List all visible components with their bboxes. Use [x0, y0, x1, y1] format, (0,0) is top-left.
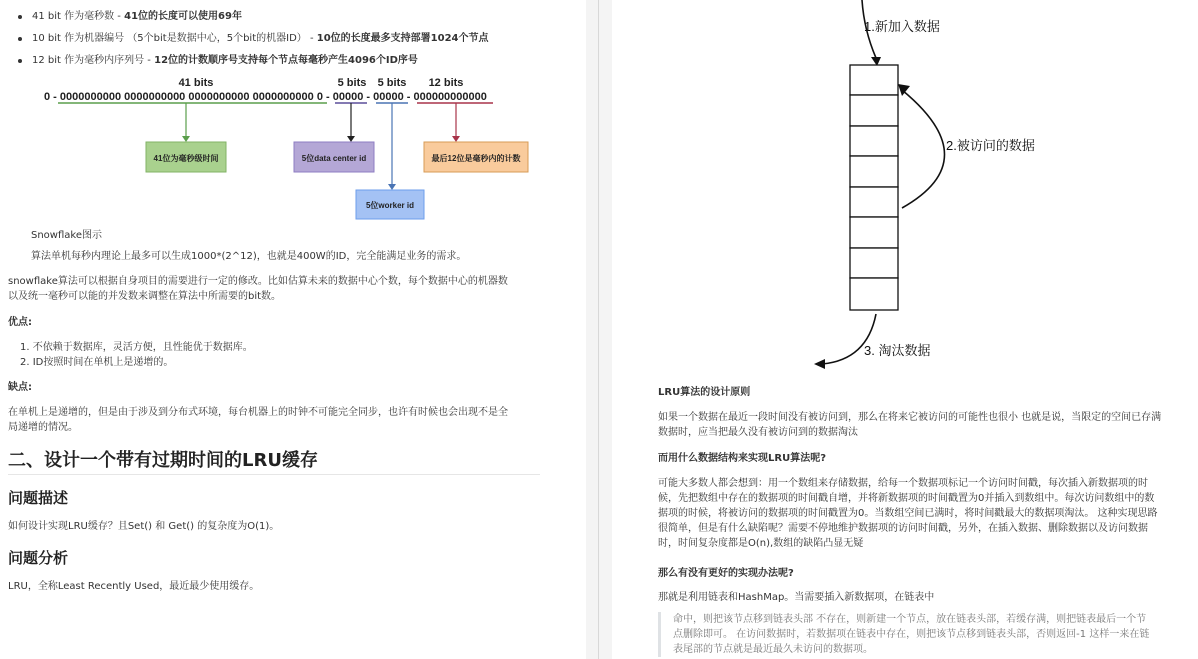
problem-text: 如何设计实现LRU缓存？且Set() 和 Get() 的复杂度为O(1)。	[8, 521, 280, 532]
pros-list	[20, 340, 253, 370]
bit-sequence: 0 - 0000000000 0000000000 0000000000 0000000000 0 - 00000 - 00000 - 000000000000	[44, 91, 487, 103]
cons-title: 缺点:	[8, 382, 32, 393]
list-item: 1. 不依赖于数据库，灵活方便，且性能优于数据库。	[20, 342, 253, 353]
access-arrowhead	[898, 84, 910, 96]
principle-line2: 数据时，应当把最久没有被访问到的数据淘汰	[658, 427, 858, 438]
box-worker-label: 5位worker id	[365, 201, 415, 210]
lru-diagram	[792, 0, 1198, 376]
analysis-heading: 问题分析	[8, 549, 69, 567]
pros-title: 优点:	[8, 317, 32, 328]
quote-line3: 表尾部的节点就是最近最久未访问的数据项。	[673, 644, 873, 655]
right-page	[612, 0, 1198, 659]
structure-question: 而用什么数据结构来实现LRU算法呢?	[658, 453, 826, 464]
problem-heading: 问题描述	[8, 489, 69, 507]
better-solution-question: 那么有没有更好的实现办法呢?	[658, 568, 794, 579]
array-approach-line5: 时，时间复杂度都是O(n),数组的缺陷凸显无疑	[658, 538, 864, 549]
figure-caption: Snowflake图示	[31, 230, 102, 241]
capacity-paragraph: 算法单机每秒内理论上最多可以生成1000*(2^12)，也就是400W的ID，完全能满足业务的需求。	[31, 251, 467, 262]
page-divider	[598, 0, 599, 659]
list-item: 41 bit 作为毫秒数 - 41位的长度可以使用69年	[8, 6, 489, 28]
list-item: 2. ID按照时间在单机上是递增的。	[20, 357, 174, 368]
label-5-bits-dc: 5 bits	[337, 77, 367, 89]
section-heading: 二、设计一个带有过期时间的LRU缓存	[8, 450, 318, 471]
linked-list-quote	[658, 612, 1198, 657]
analysis-text: LRU，全称Least Recently Used，最近最少使用缓存。	[8, 581, 260, 592]
array-approach-line1: 可能大多数人都会想到：用一个数组来存储数据，给每一个数据项标记一个访问时间戳，每次插入新数据项的时	[658, 478, 1148, 489]
adjust-paragraph-line2: 以及统一毫秒可以能的并发数来调整在算法中所需要的bit数。	[8, 291, 282, 302]
heading-rule	[8, 474, 540, 475]
cache-stack	[850, 65, 898, 310]
array-approach-line3: 据项的时候，将被访问的数据项的时间戳置为0。当数组空间已满时，将时间戳最大的数据项淘汰。 这种实现思路	[658, 508, 1158, 519]
dc-arrowhead	[347, 136, 355, 142]
seq-arrowhead	[452, 136, 460, 142]
left-page	[0, 0, 586, 659]
label-41-bits: 41 bits	[178, 77, 214, 89]
snowflake-diagram	[0, 72, 586, 226]
time-arrowhead	[182, 136, 190, 142]
list-item: 12 bit 作为毫秒内序列号 - 12位的计数顺序号支持每个节点每毫秒产生4096个ID序号	[8, 50, 489, 72]
array-approach-line2: 候，先把数组中存在的数据项的时间戳自增，并将新数据项的时间戳置为0并插入到数组中。每次访问数组中的数	[658, 493, 1155, 504]
evict-arrowhead	[814, 359, 825, 369]
cons-line2: 局递增的情况。	[8, 422, 78, 433]
label-accessed-data: 2.被访问的数据	[946, 138, 1035, 153]
label-evicted-data: 3. 淘汰数据	[864, 343, 931, 358]
adjust-paragraph-line1: snowflake算法可以根据自身项目的需要进行一定的修改。比如估算未来的数据中心个数，每个数据中心的机器数	[8, 276, 508, 287]
quote-line2: 点删除即可。 在访问数据时，若数据项在链表中存在，则把该节点移到链表头部，否则返回-1 这样一来在链	[673, 629, 1150, 640]
worker-arrowhead	[388, 184, 396, 190]
box-time-label: 41位为毫秒级时间	[153, 154, 219, 163]
array-approach-line4: 很简单，但是有什么缺陷呢？需要不停地维护数据项的访问时间戳，另外，在插入数据、删除数据以及访问数据	[658, 523, 1148, 534]
list-item: 10 bit 作为机器编号 （5个bit是数据中心，5个bit的机器ID） - 10位的长度最多支持部署1024个节点	[8, 28, 489, 50]
quote-line1: 命中，则把该节点移到链表头部 不存在，则新建一个节点，放在链表头部，若缓存满，则把链表最后一个节	[673, 614, 1147, 625]
label-5-bits-worker: 5 bits	[377, 77, 407, 89]
cons-line1: 在单机上是递增的，但是由于涉及到分布式环境，每台机器上的时钟不可能完全同步，也许有时候也会出现不是全	[8, 407, 508, 418]
linked-list-intro: 那就是利用链表和HashMap。当需要插入新数据项，在链表中	[658, 592, 935, 603]
box-dc-label: 5位data center id	[301, 154, 367, 163]
box-seq-label: 最后12位是毫秒内的计数	[431, 154, 521, 163]
label-12-bits: 12 bits	[428, 77, 464, 89]
label-new-data: 1.新加入数据	[864, 19, 940, 34]
design-principle-title: LRU算法的设计原则	[658, 387, 751, 398]
bit-allocation-list	[8, 6, 489, 72]
principle-line1: 如果一个数据在最近一段时间没有被访问到，那么在将来它被访问的可能性也很小 也就是说，当限定的空间已存满	[658, 412, 1162, 423]
